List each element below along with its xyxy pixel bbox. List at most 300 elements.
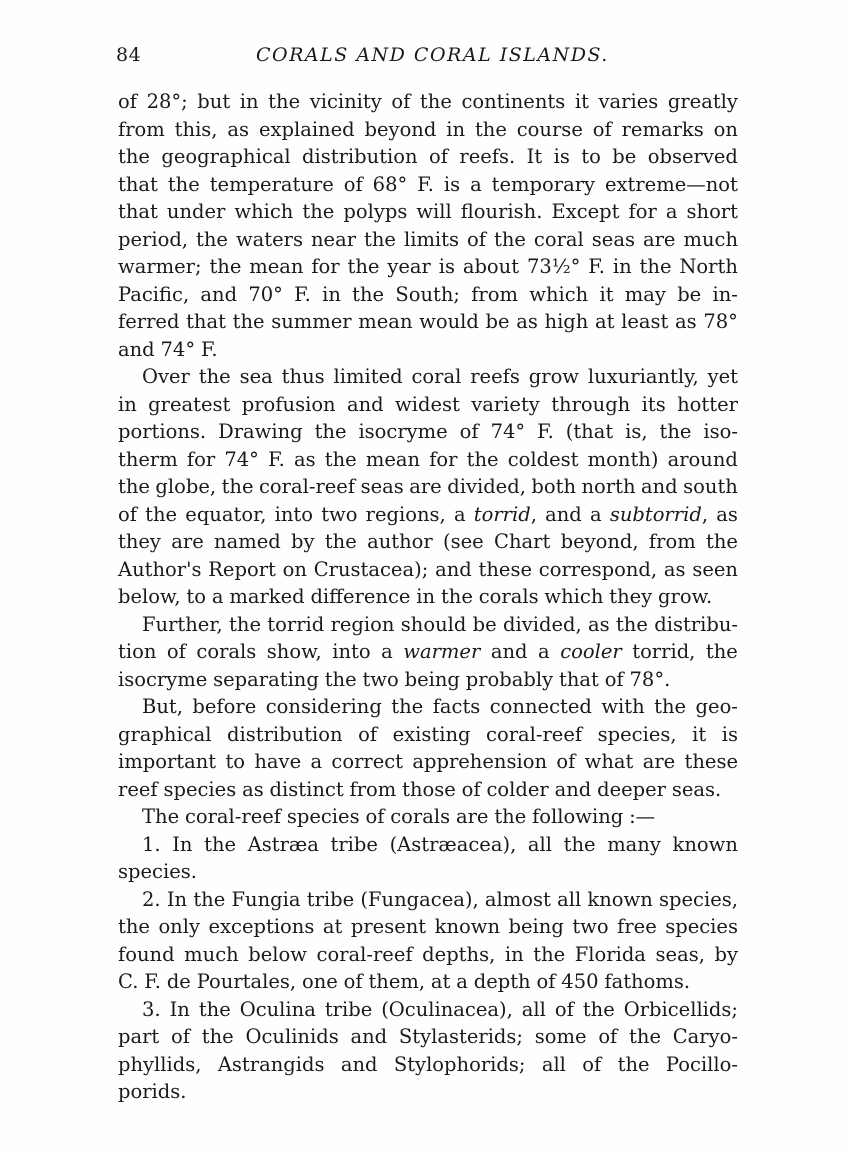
word: Astrangids xyxy=(217,1052,325,1076)
word: phyllids, xyxy=(118,1052,202,1076)
word: coral-reef xyxy=(316,942,413,966)
word: mean xyxy=(365,447,421,471)
text-line xyxy=(118,913,738,941)
word: as xyxy=(227,117,250,141)
text-line xyxy=(118,1023,738,1051)
word: divided, xyxy=(503,612,582,636)
word: a xyxy=(456,970,468,993)
text-line xyxy=(118,446,738,474)
word: two xyxy=(321,502,358,526)
word: region xyxy=(330,612,395,636)
word: tion xyxy=(118,640,157,663)
word: present xyxy=(350,915,427,938)
word: South; xyxy=(395,282,460,306)
word: year xyxy=(387,255,431,278)
text-line xyxy=(118,143,738,171)
word: from xyxy=(648,530,696,553)
word: both xyxy=(531,475,577,498)
word: Crustacea); xyxy=(313,557,429,581)
word: the xyxy=(302,200,335,223)
word: species, xyxy=(597,722,677,746)
word: the xyxy=(118,145,150,168)
word: a xyxy=(665,200,678,223)
word: for xyxy=(186,447,216,471)
word: the xyxy=(314,420,347,443)
word: the xyxy=(391,695,424,718)
word: as xyxy=(716,502,738,526)
word: F. xyxy=(268,447,285,471)
word: Except xyxy=(551,200,620,223)
word: being xyxy=(508,915,564,938)
word: porids. xyxy=(118,1080,187,1103)
word: Report xyxy=(208,557,276,581)
word: are xyxy=(455,805,489,828)
word: (that xyxy=(565,420,614,443)
word: In xyxy=(166,887,188,911)
word: torrid xyxy=(267,612,325,636)
word: which xyxy=(544,585,604,608)
text-line xyxy=(118,858,738,886)
page-number: 84 xyxy=(116,44,142,66)
word: 1. xyxy=(142,832,161,856)
word: are xyxy=(171,530,204,553)
word: cooler xyxy=(560,640,622,663)
word: following xyxy=(532,805,624,828)
word: coral xyxy=(533,227,584,251)
word: the xyxy=(615,612,648,636)
word: But, xyxy=(142,695,183,718)
word: the xyxy=(582,997,615,1021)
word: these xyxy=(684,750,738,773)
word: high xyxy=(544,310,589,333)
word: C. xyxy=(118,970,139,993)
word: about xyxy=(462,255,520,278)
word: and xyxy=(340,1052,378,1076)
word: the xyxy=(118,475,150,498)
word: 2. xyxy=(142,887,161,911)
word: corals xyxy=(390,805,451,828)
word: Pocillo- xyxy=(665,1052,738,1076)
word: Astræa xyxy=(247,832,319,856)
word: are xyxy=(642,750,676,773)
word: Pourtales, xyxy=(196,970,297,993)
word: species. xyxy=(118,860,197,883)
word: those xyxy=(402,777,456,801)
word: the xyxy=(324,667,357,691)
word: a xyxy=(310,750,323,773)
word: of xyxy=(171,1025,191,1048)
word: the xyxy=(209,255,242,278)
word: F. xyxy=(537,420,554,443)
word: for xyxy=(628,200,657,223)
word: are xyxy=(409,475,442,498)
word: the xyxy=(466,447,499,471)
word: coral-reef xyxy=(184,805,282,828)
word: a xyxy=(538,640,550,663)
word: the xyxy=(493,227,526,251)
word: all xyxy=(521,997,546,1021)
word: one xyxy=(301,970,338,993)
word: Author's xyxy=(118,557,202,581)
word: corals xyxy=(478,585,539,608)
word: In xyxy=(172,832,193,856)
word: the xyxy=(347,255,380,278)
word: extreme—not xyxy=(604,172,738,196)
word: as xyxy=(588,612,610,636)
word: these xyxy=(478,557,532,581)
word: that xyxy=(558,667,599,691)
word: Stylophorids; xyxy=(393,1052,526,1076)
text-line xyxy=(118,116,738,144)
word: is xyxy=(721,722,738,746)
word: the xyxy=(705,640,738,663)
word: of xyxy=(166,640,186,663)
word: in xyxy=(504,942,524,966)
word: coral-reef xyxy=(486,722,583,746)
word: (Astræacea), xyxy=(389,832,517,856)
word: observed xyxy=(647,145,738,168)
word: Orbicellids; xyxy=(623,997,738,1021)
word: as xyxy=(663,557,686,581)
word: of xyxy=(592,117,612,141)
word: connected xyxy=(489,695,592,718)
word: below xyxy=(248,942,307,966)
word: around xyxy=(667,447,738,471)
word: seas xyxy=(360,475,404,498)
word: is xyxy=(553,145,570,168)
word: it xyxy=(692,722,707,746)
text-line xyxy=(118,1051,738,1079)
word: tribe xyxy=(330,832,378,856)
word: greatly xyxy=(667,90,738,113)
word: the xyxy=(563,832,596,856)
word: coral xyxy=(411,365,462,388)
text-line xyxy=(118,666,738,694)
word: are xyxy=(642,227,676,251)
word: marked xyxy=(229,585,305,608)
word: deeper xyxy=(597,777,667,801)
word: it xyxy=(574,90,589,113)
word: luxuriantly, xyxy=(587,365,699,388)
word: in xyxy=(118,392,137,416)
word: coldest xyxy=(507,447,579,471)
word: distribution xyxy=(227,722,343,746)
word: all xyxy=(557,887,582,911)
word: short xyxy=(686,200,738,223)
word: below, xyxy=(118,585,181,608)
word: to xyxy=(225,750,246,773)
word: species xyxy=(163,777,237,801)
word: the xyxy=(229,612,261,636)
word: widest xyxy=(395,392,460,416)
word: much xyxy=(683,227,738,251)
word: and xyxy=(641,475,678,498)
word: it xyxy=(599,282,614,306)
word: distinct xyxy=(269,777,344,801)
word: difference xyxy=(310,585,411,608)
word: which xyxy=(234,200,294,223)
word: for xyxy=(429,447,458,471)
word: It xyxy=(526,145,543,168)
word: corals xyxy=(196,640,257,663)
word: this, xyxy=(174,117,218,141)
word: F. xyxy=(200,337,218,361)
word: of xyxy=(582,1052,602,1076)
word: the xyxy=(193,887,226,911)
word: near xyxy=(310,227,357,251)
word: on xyxy=(713,117,738,141)
text-line xyxy=(118,308,738,336)
text-line xyxy=(118,171,738,199)
word: known xyxy=(587,887,653,911)
word: in xyxy=(239,90,259,113)
word: continents xyxy=(461,90,566,113)
word: equator, xyxy=(185,502,267,526)
body-text xyxy=(118,88,738,1106)
word: period, xyxy=(118,227,189,251)
word: Fungia xyxy=(231,887,301,911)
word: North xyxy=(679,255,738,278)
word: seen xyxy=(692,557,738,581)
word: 3. xyxy=(142,997,161,1021)
text-line xyxy=(118,281,738,309)
word: seas xyxy=(591,227,635,251)
word: two xyxy=(362,667,399,691)
word: species xyxy=(286,805,360,828)
word: mean xyxy=(249,255,304,278)
word: the xyxy=(654,695,687,718)
word: with xyxy=(601,695,645,718)
word: which xyxy=(529,282,589,306)
word: warmer xyxy=(403,640,481,663)
word: subtorrid, xyxy=(609,502,709,526)
word: and xyxy=(350,1025,388,1048)
word: of xyxy=(365,805,385,828)
word: show, xyxy=(266,640,322,663)
word: as xyxy=(516,310,538,333)
word: species xyxy=(665,915,738,938)
word: correct xyxy=(331,750,404,773)
word: of xyxy=(598,1025,618,1048)
word: would xyxy=(419,310,479,333)
word: geo- xyxy=(695,695,738,718)
word: considering xyxy=(265,695,382,718)
text-line xyxy=(118,803,738,831)
text-line xyxy=(118,226,738,254)
word: the xyxy=(167,172,200,196)
word: profusion xyxy=(241,392,336,416)
word: they xyxy=(118,530,161,553)
word: variety xyxy=(471,392,540,416)
word: summer xyxy=(271,310,352,333)
word: mean xyxy=(358,310,413,333)
word: of xyxy=(429,145,448,168)
word: for xyxy=(311,255,340,278)
word: explained xyxy=(258,117,355,141)
word: much xyxy=(184,942,239,966)
word: 68° xyxy=(372,172,408,196)
word: course xyxy=(516,117,583,141)
word: the xyxy=(706,530,738,553)
text-line xyxy=(118,418,738,446)
word: warmer; xyxy=(118,255,202,278)
word: the xyxy=(533,942,566,966)
word: seas, xyxy=(655,942,705,966)
word: ferred xyxy=(118,310,180,333)
word: in xyxy=(612,255,632,278)
text-line xyxy=(118,253,738,281)
word: as xyxy=(242,777,264,801)
word: reefs. xyxy=(459,145,516,168)
word: portions. xyxy=(118,420,207,443)
word: and xyxy=(554,777,592,801)
word: that xyxy=(118,200,158,223)
word: important xyxy=(118,750,217,773)
word: the xyxy=(629,1025,661,1048)
word: of xyxy=(461,777,481,801)
word: and xyxy=(545,502,582,526)
word: thus xyxy=(281,365,325,388)
word: the xyxy=(364,227,396,251)
word: 74° xyxy=(224,447,259,471)
word: by xyxy=(291,530,315,553)
word: part xyxy=(118,1025,160,1048)
word: the xyxy=(198,997,231,1021)
word: :— xyxy=(629,805,656,828)
word: hotter xyxy=(677,392,738,416)
word: month) xyxy=(587,447,659,471)
word: depths, xyxy=(422,942,496,966)
text-line xyxy=(118,473,738,501)
text-line xyxy=(118,198,738,226)
word: only xyxy=(158,915,200,938)
word: to xyxy=(581,145,601,168)
word: 73½° xyxy=(526,255,581,278)
word: in- xyxy=(712,282,738,306)
word: at xyxy=(322,915,343,938)
word: torrid, xyxy=(473,502,537,526)
word: limits xyxy=(403,227,460,251)
word: known xyxy=(672,832,738,856)
word: 78° xyxy=(703,310,738,333)
word: Oculinids xyxy=(245,1025,339,1048)
word: F. xyxy=(144,970,161,993)
word: seas. xyxy=(671,777,722,801)
word: limited xyxy=(333,365,403,388)
word: under xyxy=(166,200,226,223)
word: the xyxy=(268,90,301,113)
word: temperature xyxy=(209,172,334,196)
text-line xyxy=(118,391,738,419)
word: grow xyxy=(528,365,580,388)
word: flourish. xyxy=(460,200,543,223)
word: iso- xyxy=(703,420,738,443)
word: (see xyxy=(443,530,484,553)
word: In xyxy=(169,997,190,1021)
word: globe, xyxy=(155,475,217,498)
word: will xyxy=(416,200,452,223)
word: almost xyxy=(484,887,551,911)
word: into xyxy=(332,640,371,663)
word: before xyxy=(192,695,257,718)
word: what xyxy=(584,750,634,773)
word: that xyxy=(118,172,158,196)
word: being xyxy=(404,667,460,691)
word: least xyxy=(621,310,669,333)
word: the xyxy=(118,915,150,938)
word: distribution xyxy=(302,145,418,168)
word: all xyxy=(527,832,552,856)
word: the xyxy=(324,530,357,553)
word: a xyxy=(470,172,482,196)
word: waters xyxy=(235,227,303,251)
text-line xyxy=(118,501,738,529)
word: a xyxy=(381,640,393,663)
word: of xyxy=(118,502,137,526)
word: the xyxy=(324,447,357,471)
text-line xyxy=(118,886,738,914)
word: 70° xyxy=(248,282,283,306)
word: polyps xyxy=(343,200,408,223)
word: and xyxy=(347,392,384,416)
word: correspond, xyxy=(538,557,658,581)
word: reefs xyxy=(470,365,520,388)
text-line xyxy=(118,1078,738,1106)
word: Oculina xyxy=(239,997,316,1021)
word: from xyxy=(118,117,165,141)
word: isocryme xyxy=(358,420,448,443)
word: by xyxy=(714,942,738,966)
text-line xyxy=(118,611,738,639)
word: all xyxy=(541,1052,566,1076)
word: varies xyxy=(598,90,659,113)
text-line xyxy=(118,528,738,556)
word: is xyxy=(438,255,455,278)
word: north xyxy=(581,475,636,498)
word: Stylasterids; xyxy=(398,1025,523,1048)
text-line xyxy=(118,336,738,364)
word: 74° xyxy=(490,420,526,443)
word: be xyxy=(485,310,510,333)
word: in xyxy=(416,585,436,608)
word: temporary xyxy=(491,172,596,196)
text-line xyxy=(118,556,738,584)
word: species, xyxy=(659,887,738,911)
word: from xyxy=(349,777,397,801)
word: may xyxy=(624,282,666,306)
word: The xyxy=(142,805,180,828)
word: existing xyxy=(392,722,471,746)
word: F. xyxy=(588,255,605,278)
word: named xyxy=(214,530,281,553)
word: in xyxy=(322,282,341,306)
word: Drawing xyxy=(218,420,303,443)
word: the xyxy=(617,1052,650,1076)
word: Chart xyxy=(494,530,551,553)
word: coral-reef xyxy=(259,475,356,498)
word: known xyxy=(434,915,501,938)
word: as xyxy=(293,447,316,471)
word: the xyxy=(494,805,527,828)
text-line xyxy=(118,748,738,776)
word: be xyxy=(472,612,497,636)
word: but xyxy=(197,90,231,113)
word: the xyxy=(659,420,692,443)
text-line xyxy=(118,996,738,1024)
word: through xyxy=(551,392,631,416)
word: and xyxy=(490,640,528,663)
word: many xyxy=(607,832,661,856)
